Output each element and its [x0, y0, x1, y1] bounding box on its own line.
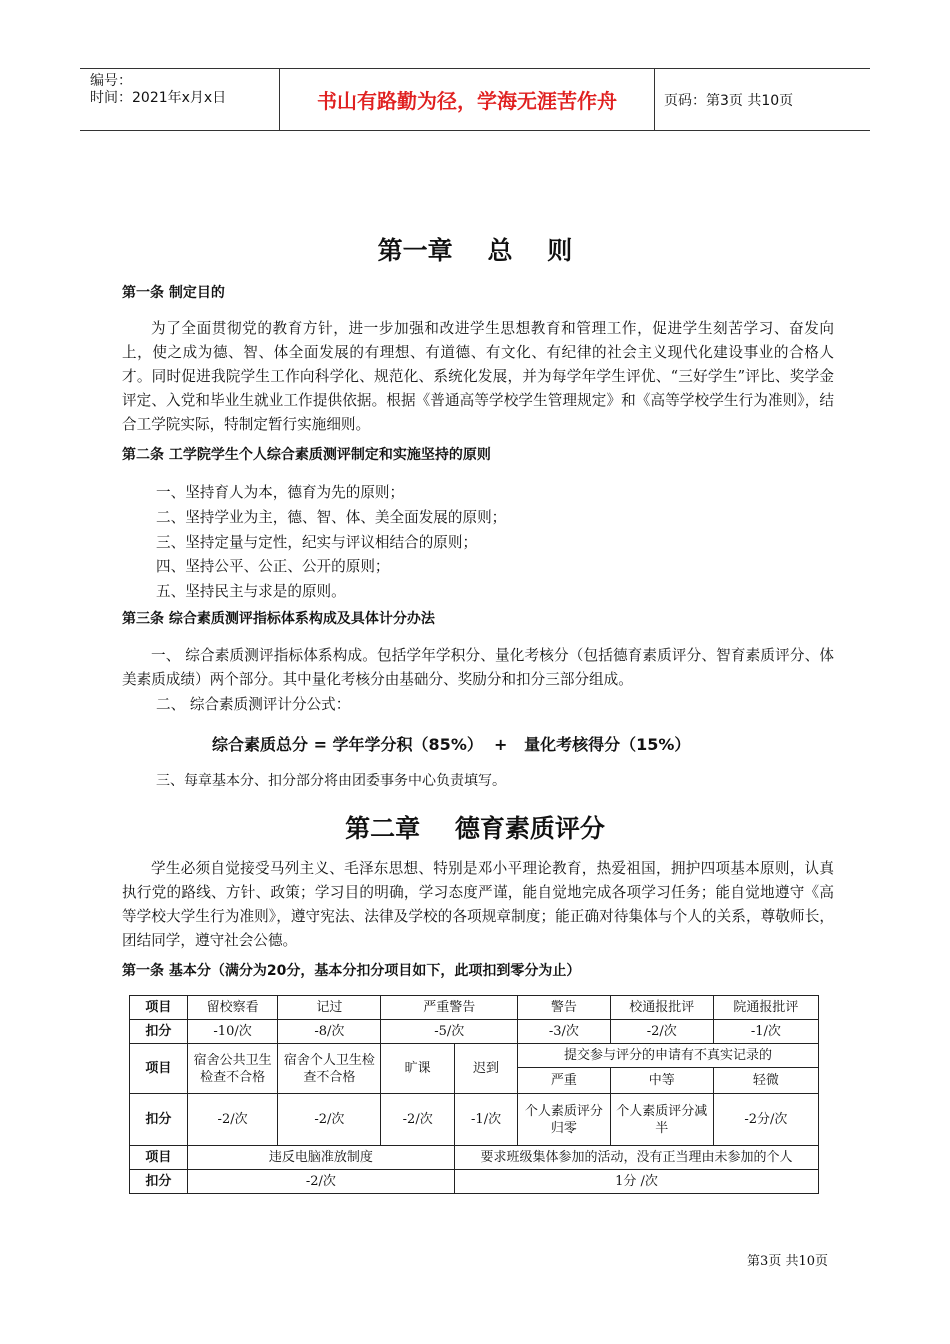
table-cell: 院通报批评 — [713, 996, 818, 1020]
table-cell: 宿舍公共卫生检查不合格 — [187, 1044, 277, 1094]
item-label: 项目 — [130, 996, 188, 1020]
table-cell: -2/次 — [278, 1094, 381, 1146]
header-meta — [80, 69, 280, 130]
table-cell: 旷课 — [381, 1044, 455, 1094]
table-row — [130, 1146, 819, 1170]
score-formula: 综合素质总分 = 学年学分积（85%） + 量化考核得分（15%） — [212, 735, 691, 754]
table-row — [130, 1094, 819, 1146]
principle-item: 四、坚持公平、公正、公开的原则； — [156, 558, 390, 575]
table-cell: 1分 /次 — [455, 1170, 819, 1194]
table-cell: 严重 — [518, 1068, 611, 1094]
table-cell: -3/次 — [518, 1020, 611, 1044]
chapter1-article1-text: 为了全面贯彻党的教育方针，进一步加强和改进学生思想教育和管理工作，促进学生刻苦学习、奋发向上，使之成为德、智、体全面发展的有理想、有道德、有文化、有纪律的社会主义现代化建设事业的合格人才。同时促进我院学生工作向科学化、规范化、系统化发展，并为每学年学生评优、“三好学生”评比、奖学金评定、入党和毕业生就业工作提供依据。根据《普通高等学校学生管理规定》和《高等学校学生行为准则》，结合工学院实际，特制定暂行实施细则。 — [122, 320, 834, 433]
table-cell: 记过 — [278, 996, 381, 1020]
article3-paragraph2: 二、 综合素质测评计分公式： — [156, 696, 351, 713]
table-cell: -2/次 — [610, 1020, 713, 1044]
date-label: 时间：2021年x月x日 — [90, 90, 227, 106]
item-label: 项目 — [130, 1146, 188, 1170]
table-cell: -1/次 — [455, 1094, 518, 1146]
principle-item: 二、坚持学业为主，德、智、体、美全面发展的原则； — [156, 509, 507, 526]
deduct-label: 扣分 — [130, 1170, 188, 1194]
chapter1-title: 第一章 总 则 — [377, 236, 573, 265]
chapter2-article1-title: 第一条 基本分（满分为20分，基本分扣分项目如下，此项扣到零分为止） — [122, 963, 581, 979]
number-label: 编号： — [90, 73, 132, 89]
document-header — [80, 68, 870, 131]
table-cell: -8/次 — [278, 1020, 381, 1044]
table-row — [130, 1044, 819, 1068]
chapter1-article2-title: 第二条 工学院学生个人综合素质测评制定和实施坚持的原则 — [122, 447, 491, 463]
table-cell: 严重警告 — [381, 996, 518, 1020]
chapter1-article3-title: 第三条 综合素质测评指标体系构成及具体计分办法 — [122, 611, 435, 627]
table-cell: 留校察看 — [187, 996, 277, 1020]
table-row — [130, 1020, 819, 1044]
chapter2-intro: 学生必须自觉接受马列主义、毛泽东思想、特别是邓小平理论教育，热爱祖国，拥护四项基本原则，认真执行党的路线、方针、政策；学习目的明确，学习态度严谨，能自觉地完成各项学习任务；能自觉地遵守《高等学校大学生行为准则》，遵守宪法、法律及学校的各项规章制度；能正确对待集体与个人的关系，尊敬师长，团结同学，遵守社会公德。 — [122, 860, 834, 949]
table-cell: 违反电脑准放制度 — [187, 1146, 454, 1170]
table-cell: -10/次 — [187, 1020, 277, 1044]
article3-paragraph1: 一、 综合素质测评指标体系构成。包括学年学积分、量化考核分（包括德育素质评分、智育素质评分、体美素质成绩）两个部分。其中量化考核分由基础分、奖励分和扣分三部分组成。 — [122, 647, 834, 688]
table-cell: 轻微 — [713, 1068, 818, 1094]
deduct-label: 扣分 — [130, 1020, 188, 1044]
table-cell: -2/次 — [381, 1094, 455, 1146]
table-cell: 提交参与评分的申请有不真实记录的 — [518, 1044, 819, 1068]
item-label: 项目 — [130, 1044, 188, 1094]
table-cell: 中等 — [610, 1068, 713, 1094]
table-cell: -1/次 — [713, 1020, 818, 1044]
table-cell: 迟到 — [455, 1044, 518, 1094]
article3-paragraph3: 三、每章基本分、扣分部分将由团委事务中心负责填写。 — [156, 773, 506, 789]
table-cell: -5/次 — [381, 1020, 518, 1044]
deduct-label: 扣分 — [130, 1094, 188, 1146]
deduction-table — [129, 995, 819, 1194]
principle-item: 五、坚持民主与求是的原则。 — [156, 583, 346, 600]
chapter1-article1-title: 第一条 制定目的 — [122, 285, 225, 301]
header-motto: 书山有路勤为径，学海无涯苦作舟 — [280, 69, 655, 130]
table-cell: 校通报批评 — [610, 996, 713, 1020]
table-cell: 个人素质评分减半 — [610, 1094, 713, 1146]
table-cell: -2/次 — [187, 1170, 454, 1194]
table-row — [130, 996, 819, 1020]
footer-page-number: 第3页 共10页 — [747, 1254, 828, 1269]
table-cell: 个人素质评分归零 — [518, 1094, 611, 1146]
table-cell: 要求班级集体参加的活动，没有正当理由未参加的个人 — [455, 1146, 819, 1170]
chapter2-title: 第二章 德育素质评分 — [345, 814, 605, 843]
principle-item: 三、坚持定量与定性，纪实与评议相结合的原则； — [156, 534, 478, 551]
table-cell: 警告 — [518, 996, 611, 1020]
principle-item: 一、坚持育人为本，德育为先的原则； — [156, 484, 405, 501]
table-row — [130, 1170, 819, 1194]
table-cell: -2/次 — [187, 1094, 277, 1146]
table-cell: 宿舍个人卫生检查不合格 — [278, 1044, 381, 1094]
header-page-info: 页码：第3页 共10页 — [664, 92, 794, 109]
table-cell: -2分/次 — [713, 1094, 818, 1146]
